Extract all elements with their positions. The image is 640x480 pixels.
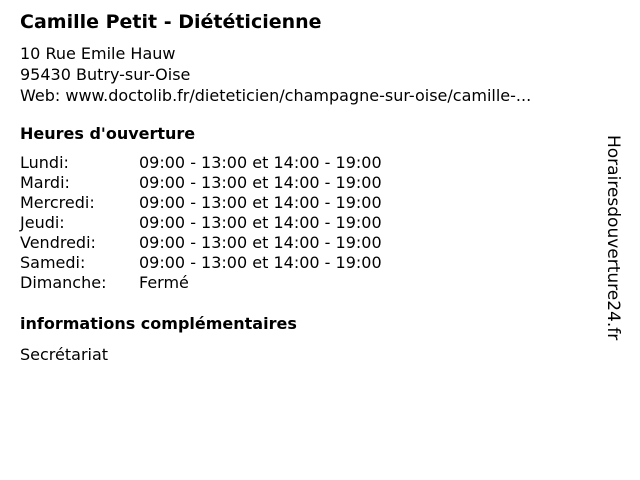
time-range: Fermé <box>139 273 189 292</box>
hours-row-monday <box>20 153 382 173</box>
hours-row-tuesday <box>20 173 382 193</box>
hours-table <box>20 153 382 293</box>
time-range: 09:00 - 13:00 et 14:00 - 19:00 <box>139 213 382 232</box>
day-label: Mercredi: <box>20 193 95 212</box>
hours-row-sunday <box>20 273 382 293</box>
info-heading: informations complémentaires <box>20 314 297 333</box>
business-title: Camille Petit - Diététicienne <box>20 11 322 33</box>
time-range: 09:00 - 13:00 et 14:00 - 19:00 <box>139 253 382 272</box>
hours-row-thursday <box>20 213 382 233</box>
time-range: 09:00 - 13:00 et 14:00 - 19:00 <box>139 153 382 172</box>
day-label: Mardi: <box>20 173 70 192</box>
website-link[interactable]: Web: www.doctolib.fr/dieteticien/champagne-sur-oise/camille-... <box>20 86 532 105</box>
time-range: 09:00 - 13:00 et 14:00 - 19:00 <box>139 193 382 212</box>
day-label: Lundi: <box>20 153 69 172</box>
hours-row-friday <box>20 233 382 253</box>
info-text: Secrétariat <box>20 345 109 364</box>
side-brand-text[interactable]: Horairesdouverture24.fr <box>603 135 623 341</box>
address-block <box>20 43 531 106</box>
day-label: Jeudi: <box>20 213 65 232</box>
day-label: Dimanche: <box>20 273 107 292</box>
address-street: 10 Rue Emile Hauw <box>20 44 176 63</box>
address-city: 95430 Butry-sur-Oise <box>20 65 191 84</box>
time-range: 09:00 - 13:00 et 14:00 - 19:00 <box>139 233 382 252</box>
hours-row-saturday <box>20 253 382 273</box>
day-label: Vendredi: <box>20 233 96 252</box>
day-label: Samedi: <box>20 253 86 272</box>
hours-heading: Heures d'ouverture <box>20 124 196 143</box>
hours-row-wednesday <box>20 193 382 213</box>
time-range: 09:00 - 13:00 et 14:00 - 19:00 <box>139 173 382 192</box>
